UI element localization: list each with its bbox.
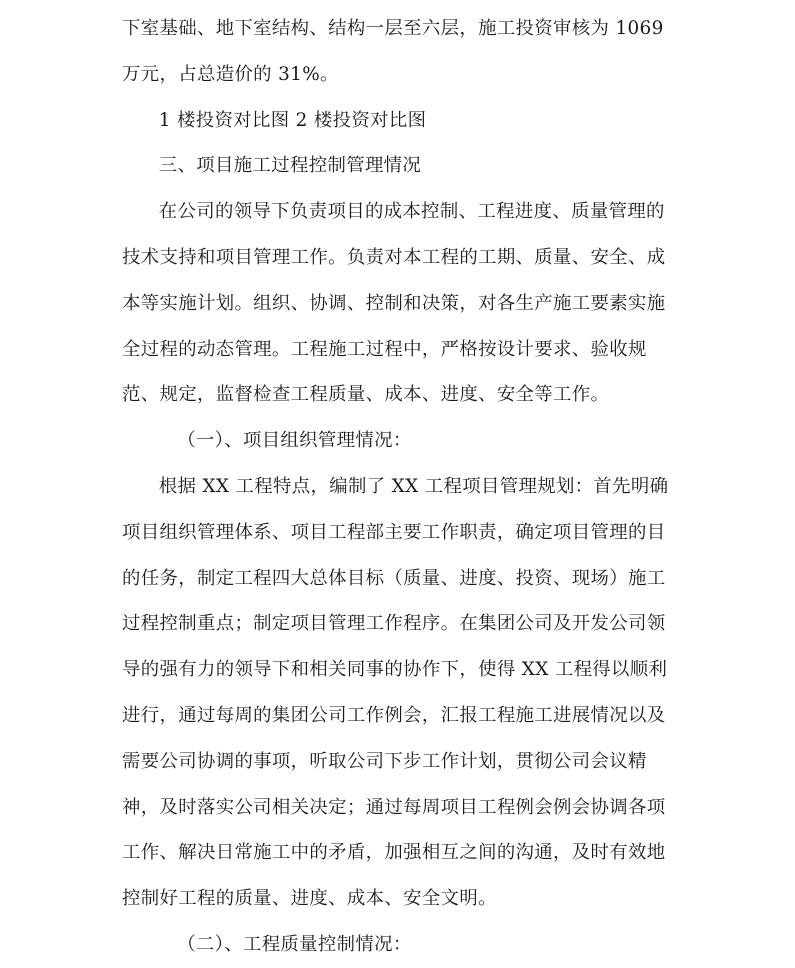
paragraph-organization: 根据 XX 工程特点，编制了 XX 工程项目管理规划：首先明确项目组织管理体系、项目工程部主要工作职责，确定项目管理的目的任务，制定工程四大总体目标（质量、进度、投资、现场）施工过程控制重点；制定项目管理工作程序。在集团公司及开发公司领导的强有力的领导下和相关同事的协作下，使得 XX 工程得以顺利进行，通过每周的集团公司工作例会，汇报工程施工进展情况以及需要公司协调的事项，听取公司下步工作计划，贯彻公司会议精神，及时落实公司相关决定；通过每周项目工程例会例会协调各项工作、解决日常施工中的矛盾，加强相互之间的沟通，及时有效地控制好工程的质量、进度、成本、安全文明。 <box>122 475 669 910</box>
subsection-heading-quality: （二）、工程质量控制情况： <box>177 933 412 955</box>
section-heading: 三、项目施工过程控制管理情况 <box>158 155 422 177</box>
paragraph-responsibilities: 在公司的领导下负责项目的成本控制、工程进度、质量管理的技术支持和项目管理工作。负责对本工程的工期、质量、安全、成本等实施计划。组织、协调、控制和决策，对各生产施工要素实施全过程的动态管理。工程施工过程中，严格按设计要求、验收规范、规定，监督检查工程质量、成本、进度、安全等工作。 <box>122 201 666 406</box>
document-body <box>122 6 682 968</box>
paragraph-investment-summary: 下室基础、地下室结构、结构一层至六层，施工投资审核为 1069 万元，占总造价的 31%。 <box>122 18 664 85</box>
subsection-heading-organization: （一）、项目组织管理情况： <box>177 430 412 452</box>
figure-caption: 1 楼投资对比图 2 楼投资对比图 <box>158 109 427 131</box>
